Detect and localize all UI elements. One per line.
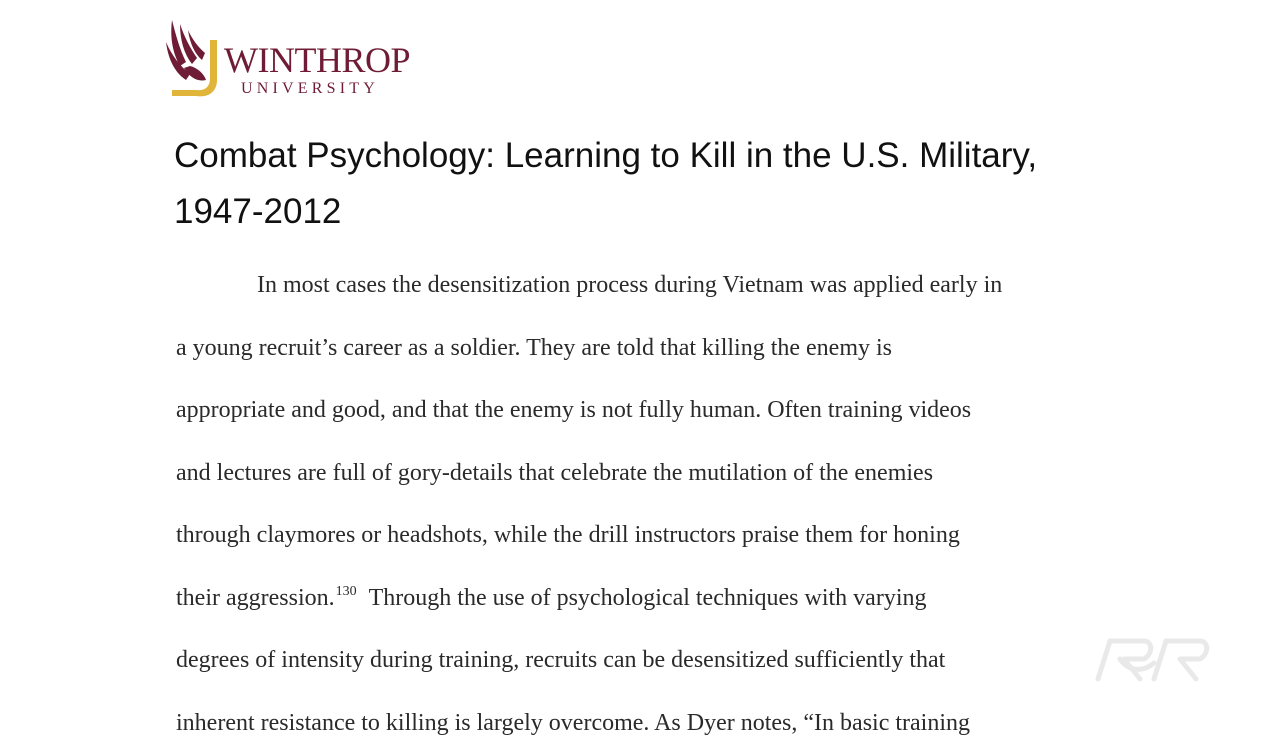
body-line: degrees of intensity during training, recruits can be desensitized sufficiently that <box>176 629 1136 692</box>
logo-name: WINTHROP <box>224 42 410 78</box>
body-line: and lectures are full of gory-details that celebrate the mutilation of the enemies <box>176 442 1136 505</box>
rr-logo-icon <box>1094 633 1218 683</box>
body-line: In most cases the desensitization process during Vietnam was applied early in <box>176 254 1136 317</box>
document-title <box>174 128 1174 240</box>
title-line: 1947-2012 <box>174 184 1174 240</box>
footnote-marker: 130 <box>336 584 357 599</box>
document-body <box>176 254 1136 754</box>
body-line-continuation: Through the use of psychological techniques with varying <box>369 585 927 611</box>
university-logo <box>164 18 414 102</box>
body-line: inherent resistance to killing is largely overcome. As Dyer notes, “In basic training <box>176 692 1136 754</box>
logo-subtitle: UNIVERSITY <box>241 81 379 97</box>
body-line: a young recruit’s career as a soldier. They are told that killing the enemy is <box>176 317 1136 380</box>
body-line-text: their aggression. <box>176 585 335 611</box>
body-line: appropriate and good, and that the enemy is not fully human. Often training videos <box>176 379 1136 442</box>
hawk-logo-icon <box>164 18 224 100</box>
body-line <box>176 567 1136 630</box>
title-line: Combat Psychology: Learning to Kill in the U.S. Military, <box>174 128 1174 184</box>
body-line: through claymores or headshots, while the drill instructors praise them for honing <box>176 504 1136 567</box>
